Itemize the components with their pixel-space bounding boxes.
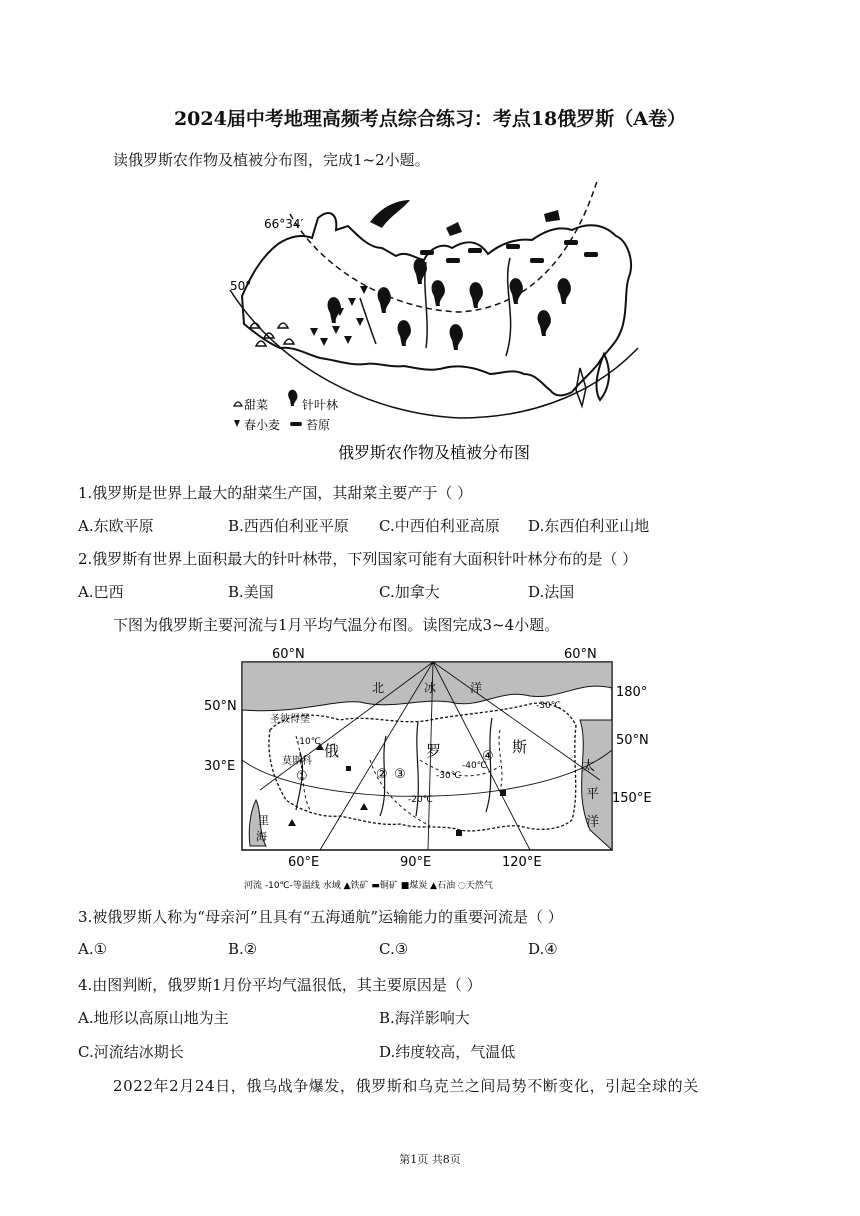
lon150: 150°E bbox=[612, 791, 652, 806]
isotherm-neg40: -40℃ bbox=[462, 761, 487, 771]
st-petersburg: 圣彼得堡 bbox=[270, 714, 310, 725]
conifer-symbols bbox=[328, 258, 571, 350]
lat60-right: 60°N bbox=[564, 647, 597, 662]
river-yenisei bbox=[425, 262, 427, 348]
sea-yang: 洋 bbox=[470, 681, 483, 695]
river-4: ④ bbox=[482, 749, 494, 764]
isotherm-neg30: -30℃ bbox=[436, 771, 461, 781]
label-hai: 海 bbox=[256, 830, 267, 843]
lon120: 120°E bbox=[502, 855, 542, 870]
label-tai: 太 bbox=[582, 759, 596, 774]
label-yang2: 洋 bbox=[586, 815, 600, 830]
q3-option-d: D.④ bbox=[528, 940, 558, 958]
lon60: 60°E bbox=[288, 855, 320, 870]
river-3: ③ bbox=[394, 767, 406, 782]
label-ping: 平 bbox=[586, 787, 600, 802]
q4-option-b: B.海洋影响大 bbox=[379, 1009, 470, 1027]
lat-50-label: 50° bbox=[230, 279, 252, 293]
q4-option-a: A.地形以高原山地为主 bbox=[78, 1009, 229, 1027]
isotherm-neg20: -20℃ bbox=[408, 795, 433, 805]
q1-option-b: B.西西伯利亚平原 bbox=[228, 517, 349, 535]
novaya-zemlya bbox=[370, 200, 410, 228]
q2-stem: 2.俄罗斯有世界上面积最大的针叶林带，下列国家可能有大面积针叶林分布的是（ ） bbox=[78, 550, 638, 568]
island-a bbox=[446, 222, 462, 236]
q1-option-a: A.东欧平原 bbox=[78, 517, 154, 535]
lat60-left: 60°N bbox=[272, 647, 305, 662]
legend-wheat: 春小麦 bbox=[244, 418, 281, 432]
q2-option-a: A.巴西 bbox=[78, 583, 124, 601]
lon90: 90°E bbox=[400, 855, 432, 870]
legend-tundra: 苔原 bbox=[306, 418, 331, 432]
label-e: 俄 bbox=[324, 742, 340, 760]
page-footer: 第1页 共8页 bbox=[399, 1153, 461, 1166]
intro-text-1: 读俄罗斯农作物及植被分布图，完成1~2小题。 bbox=[113, 151, 430, 169]
label-si: 斯 bbox=[512, 738, 528, 756]
map1-caption: 俄罗斯农作物及植被分布图 bbox=[338, 443, 531, 462]
q4-stem: 4.由图判断，俄罗斯1月份平均气温很低，其主要原因是（ ） bbox=[78, 976, 482, 994]
q2-option-b: B.美国 bbox=[228, 583, 274, 601]
lat-66-label: 66°34′ bbox=[264, 217, 304, 231]
russia-river-temperature-map bbox=[200, 640, 662, 894]
sea-bei: 北 bbox=[372, 681, 385, 695]
island-b bbox=[544, 210, 560, 222]
q4-option-d: D.纬度较高，气温低 bbox=[379, 1043, 516, 1061]
q1-option-c: C.中西伯利亚高原 bbox=[379, 517, 500, 535]
page-title: 2024届中考地理高频考点综合练习：考点18俄罗斯（A卷） bbox=[173, 108, 687, 130]
lon180: 180° bbox=[616, 685, 648, 700]
russia-outline-2 bbox=[269, 703, 576, 831]
q1-option-d: D.东西伯利亚山地 bbox=[528, 517, 650, 535]
isotherm-neg30b: -30℃ bbox=[536, 701, 561, 711]
isotherm-neg10: -10℃ bbox=[296, 737, 321, 747]
q4-option-c: C.河流结冰期长 bbox=[78, 1043, 184, 1061]
passage-text: 2022年2月24日，俄乌战争爆发，俄罗斯和乌克兰之间局势不断变化，引起全球的关 bbox=[113, 1077, 699, 1095]
q3-option-b: B.② bbox=[228, 940, 258, 958]
lat50-right: 50°N bbox=[616, 733, 649, 748]
q3-option-c: C.③ bbox=[379, 940, 409, 958]
river-2: ② bbox=[376, 767, 388, 782]
lon30: 30°E bbox=[204, 759, 236, 774]
river-1: ① bbox=[296, 769, 308, 784]
q1-stem: 1.俄罗斯是世界上最大的甜菜生产国，其甜菜主要产于（ ） bbox=[78, 484, 473, 502]
wheat-symbols bbox=[310, 286, 368, 346]
label-luo: 罗 bbox=[426, 742, 442, 760]
moscow: 莫斯科 bbox=[282, 756, 312, 767]
map2-legend: 河流 -10℃-等温线 水域 ▲铁矿 ▬铜矿 ■煤炭 ▲石油 ◌天然气 bbox=[244, 881, 493, 891]
q3-option-a: A.① bbox=[78, 940, 108, 958]
label-li: 里 bbox=[258, 814, 269, 827]
lat50-left: 50°N bbox=[204, 699, 237, 714]
sea-bing: 冰 bbox=[424, 681, 437, 695]
russia-crop-vegetation-map bbox=[220, 178, 640, 468]
legend-conifer: 针叶林 bbox=[302, 398, 339, 412]
q2-option-d: D.法国 bbox=[528, 583, 575, 601]
q2-option-c: C.加拿大 bbox=[379, 583, 440, 601]
intro-text-2: 下图为俄罗斯主要河流与1月平均气温分布图。读图完成3~4小题。 bbox=[113, 616, 560, 634]
map1-legend bbox=[234, 390, 338, 432]
q3-stem: 3.被俄罗斯人称为“母亲河”且具有“五海通航”运输能力的重要河流是（ ） bbox=[78, 908, 563, 926]
river-lena bbox=[506, 258, 511, 356]
legend-beet: 甜菜 bbox=[244, 398, 269, 412]
